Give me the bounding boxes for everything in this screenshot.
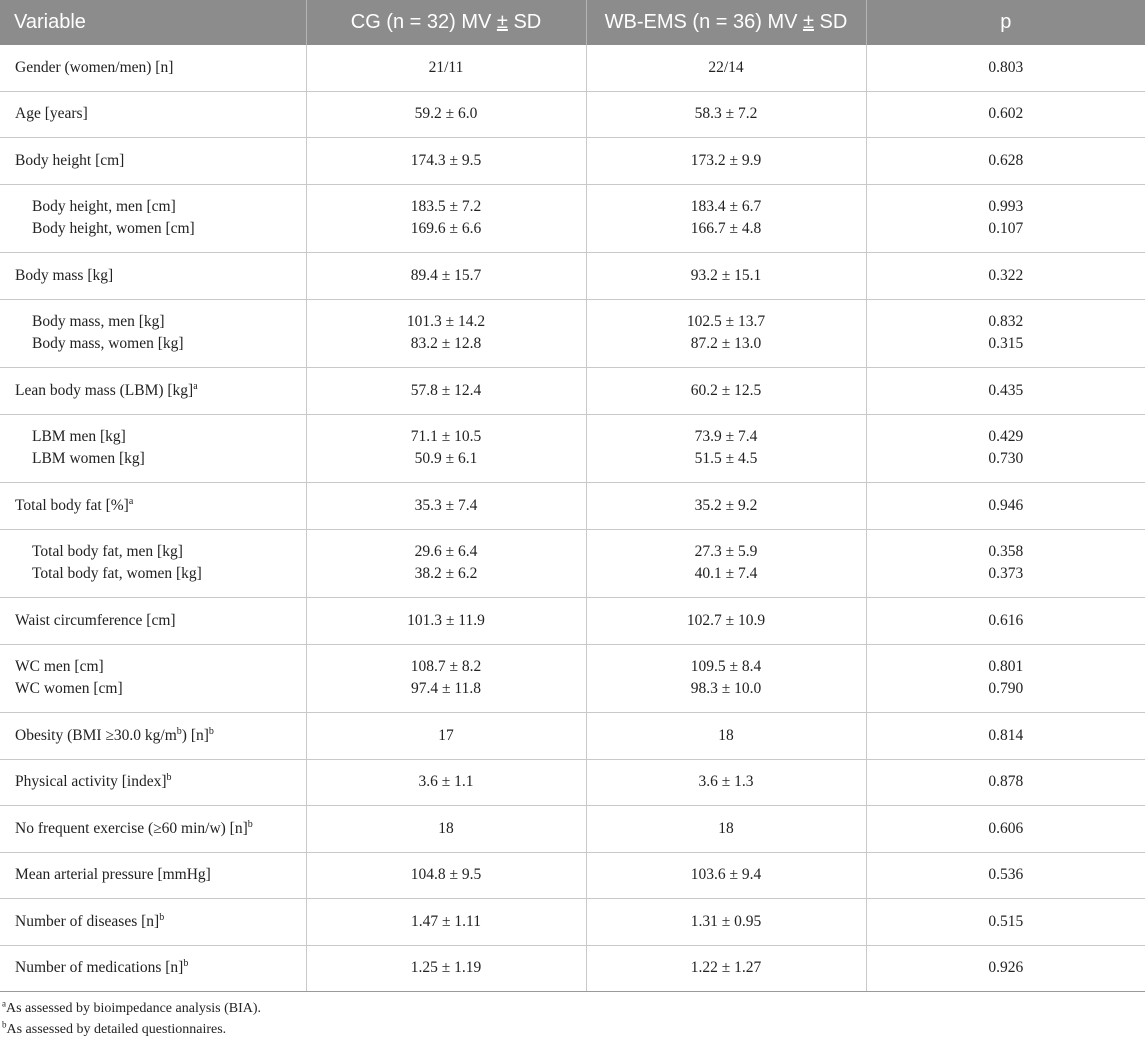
table-footnotes — [0, 998, 1145, 1040]
header-p: p — [866, 0, 1145, 45]
row-label: Waist circumference [cm] — [0, 598, 306, 645]
footnote-mark: a — [128, 495, 134, 507]
p-value: 0.606 — [866, 806, 1145, 853]
row-label: Body mass, men [kg] Body mass, women [kg] — [0, 299, 306, 368]
row-label: Age [years] — [0, 91, 306, 138]
footnote-mark: a — [193, 380, 198, 392]
p-value: 0.536 — [866, 852, 1145, 899]
cg-value: 35.3 ± 7.4 — [306, 483, 586, 530]
cg-value: 21/11 — [306, 45, 586, 91]
ems-value: 183.4 ± 6.7 166.7 ± 4.8 — [586, 184, 866, 253]
row-label: Body mass [kg] — [0, 253, 306, 300]
ems-value: 35.2 ± 9.2 — [586, 483, 866, 530]
p-value: 0.435 — [866, 368, 1145, 415]
p-value: 0.602 — [866, 91, 1145, 138]
table-row-sub — [0, 299, 1145, 368]
ems-value: 103.6 ± 9.4 — [586, 852, 866, 899]
p-value: 0.322 — [866, 253, 1145, 300]
cg-value: 1.47 ± 1.11 — [306, 899, 586, 946]
row-label: No frequent exercise (≥60 min/w) $[n]^b$ — [0, 806, 306, 853]
header-variable: Variable — [0, 0, 306, 45]
cg-value: 101.3 ± 14.2 83.2 ± 12.8 — [306, 299, 586, 368]
ems-value: 1.22 ± 1.27 — [586, 945, 866, 992]
ems-value: 102.7 ± 10.9 — [586, 598, 866, 645]
footnote-mark: b — [166, 772, 172, 784]
ems-value: 109.5 ± 8.4 98.3 ± 10.0 — [586, 644, 866, 713]
ems-value: 18 — [586, 713, 866, 760]
ems-value: 27.3 ± 5.9 40.1 ± 7.4 — [586, 529, 866, 598]
footnote-mark: b — [208, 725, 214, 737]
ems-value: 102.5 ± 13.7 87.2 ± 13.0 — [586, 299, 866, 368]
ems-value: 60.2 ± 12.5 — [586, 368, 866, 415]
table-row — [0, 713, 1145, 760]
row-label: Total body fat, men [kg] Total body fat, women [kg] — [0, 529, 306, 598]
table-row — [0, 45, 1145, 91]
p-value: 0.358 0.373 — [866, 529, 1145, 598]
footnote-a: $^a$As assessed by bioimpedance analysis (BIA). — [2, 998, 262, 1016]
cg-value: 89.4 ± 15.7 — [306, 253, 586, 300]
ems-value: 58.3 ± 7.2 — [586, 91, 866, 138]
cg-value: 17 — [306, 713, 586, 760]
row-label: Number of diseases $[n]^b$ — [0, 899, 306, 946]
footnote-mark: b — [183, 958, 189, 970]
cg-value: 104.8 ± 9.5 — [306, 852, 586, 899]
cg-value: 183.5 ± 7.2 169.6 ± 6.6 — [306, 184, 586, 253]
table-row — [0, 806, 1145, 853]
table-row — [0, 899, 1145, 946]
cg-value: 59.2 ± 6.0 — [306, 91, 586, 138]
ems-value: 173.2 ± 9.9 — [586, 138, 866, 185]
p-value: 0.429 0.730 — [866, 414, 1145, 483]
p-value: 0.801 0.790 — [866, 644, 1145, 713]
p-value: 0.628 — [866, 138, 1145, 185]
table-row-sub — [0, 529, 1145, 598]
p-value: 0.993 0.107 — [866, 184, 1145, 253]
ems-value: 1.31 ± 0.95 — [586, 899, 866, 946]
cg-value: 101.3 ± 11.9 — [306, 598, 586, 645]
p-value: 0.832 0.315 — [866, 299, 1145, 368]
row-label: Number of medications $[n]^b$ — [0, 945, 306, 992]
table-row — [0, 91, 1145, 138]
row-label: LBM men [kg] LBM women [kg] — [0, 414, 306, 483]
p-value: 0.878 — [866, 759, 1145, 806]
row-label: WC men [cm] WC women [cm] — [0, 644, 306, 713]
header-cg: CG (n = 32) MV ± SD — [306, 0, 586, 45]
row-label: Body height [cm] — [0, 138, 306, 185]
header-row — [0, 0, 1145, 45]
p-value: 0.515 — [866, 899, 1145, 946]
row-label: Body height, men [cm] Body height, women [cm] — [0, 184, 306, 253]
table-row — [0, 759, 1145, 806]
row-label: Gender (women/men) [n] — [0, 45, 306, 91]
cg-value: 71.1 ± 10.5 50.9 ± 6.1 — [306, 414, 586, 483]
row-label: Physical activity [index]$^b$ — [0, 759, 306, 806]
table-row — [0, 852, 1145, 899]
row-label: Total body fat [%]$^a$ — [0, 483, 306, 530]
cg-value: 29.6 ± 6.4 38.2 ± 6.2 — [306, 529, 586, 598]
footnote-mark: b — [247, 818, 253, 830]
table-row — [0, 368, 1145, 415]
footnote-b: $^b$As assessed by detailed questionnaires. — [2, 1019, 227, 1037]
table-row — [0, 945, 1145, 992]
cg-value: 18 — [306, 806, 586, 853]
ems-value: 22/14 — [586, 45, 866, 91]
cg-value: 3.6 ± 1.1 — [306, 759, 586, 806]
table-row — [0, 253, 1145, 300]
header-wb-ems: WB-EMS (n = 36) MV ± SD — [586, 0, 866, 45]
table-row — [0, 138, 1145, 185]
table-row-sub — [0, 644, 1145, 713]
footnote-mark: b — [159, 911, 165, 923]
ems-value: 93.2 ± 15.1 — [586, 253, 866, 300]
table-row-sub — [0, 184, 1145, 253]
cg-value: 57.8 ± 12.4 — [306, 368, 586, 415]
table-row-sub — [0, 414, 1145, 483]
p-value: 0.814 — [866, 713, 1145, 760]
ems-value: 18 — [586, 806, 866, 853]
p-value: 0.616 — [866, 598, 1145, 645]
p-value: 0.926 — [866, 945, 1145, 992]
table-row — [0, 598, 1145, 645]
table-row — [0, 483, 1145, 530]
ems-value: 3.6 ± 1.3 — [586, 759, 866, 806]
cg-value: 108.7 ± 8.2 97.4 ± 11.8 — [306, 644, 586, 713]
cg-value: 1.25 ± 1.19 — [306, 945, 586, 992]
row-label: Obesity (BMI ≥30.0 $kg/m^b$) $[n]^b$ — [0, 713, 306, 760]
row-label: Mean arterial pressure [mmHg] — [0, 852, 306, 899]
row-label: Lean body mass (LBM) [kg]$^a$ — [0, 368, 306, 415]
ems-value: 73.9 ± 7.4 51.5 ± 4.5 — [586, 414, 866, 483]
p-value: 0.946 — [866, 483, 1145, 530]
p-value: 0.803 — [866, 45, 1145, 91]
cg-value: 174.3 ± 9.5 — [306, 138, 586, 185]
